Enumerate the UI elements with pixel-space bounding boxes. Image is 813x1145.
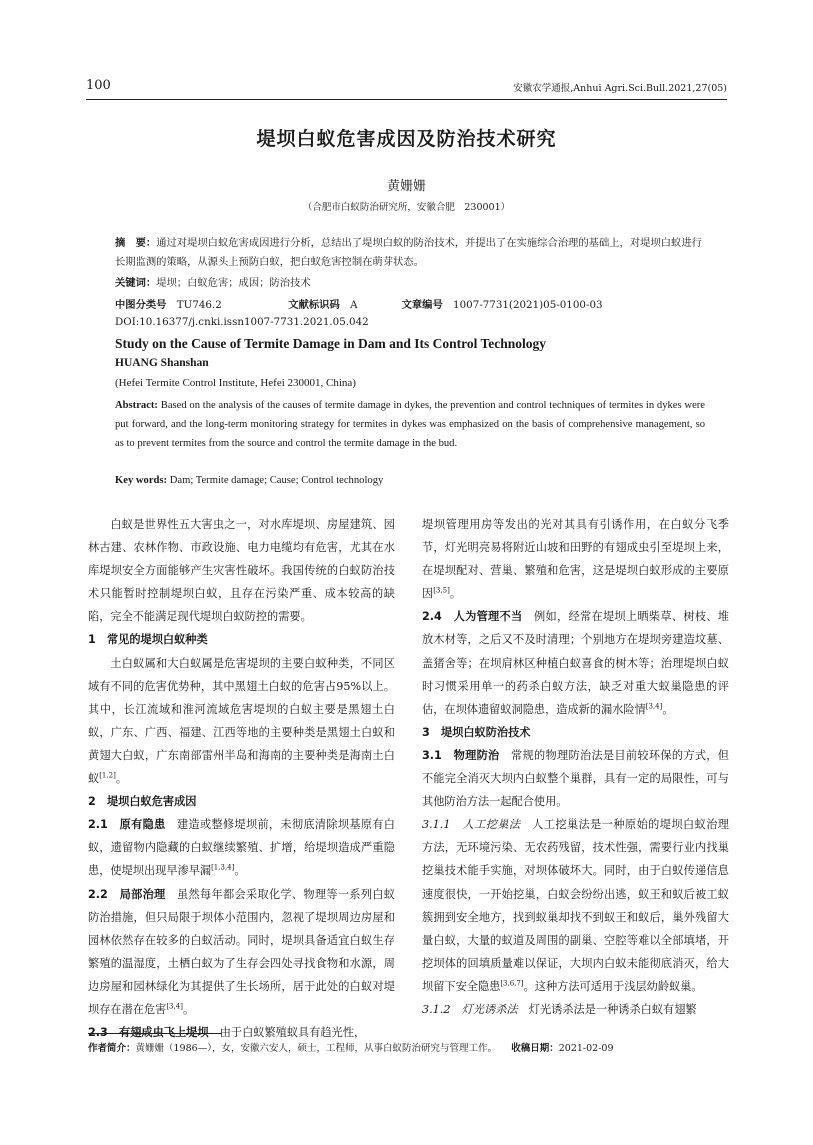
section-3-1-2-label: 3.1.2 灯光诱杀法 [422, 1002, 518, 1016]
english-affiliation: (Hefei Termite Control Institute, Hefei 230001, China) [115, 377, 356, 389]
section-2-1-label: 2.1 原有隐患 [88, 818, 166, 832]
english-abstract-label: Abstract: [115, 400, 158, 411]
section-2-2-paragraph: 2.2 局部治理 虽然每年都会采取化学、物理等一系列白蚁防治措施，但只局限于坝体小范围内，忽视了堤坝周边房屋和园林依然存在较多的白蚁活动。同时，堤坝具备适宜白蚁生存繁殖的温湿度，土栖白蚁为了生存会四处寻找食物和水源，周边房屋和园林绿化为其提供了生长场所，居于此处的白蚁对堤坝存在潜在危害[3,4]。 [88, 887, 395, 1016]
doc-code-value: A [350, 299, 358, 311]
journal-citation: 安徽农学通报,Anhui Agri.Sci.Bull.2021,27(05) [513, 83, 727, 94]
english-keywords-text: Dam; Termite damage; Cause; Control technology [169, 475, 384, 486]
section-2-4-paragraph: 2.4 人为管理不当 例如，经常在堤坝上晒柴草、树枝、堆放木材等，之后又不及时清理；个别地方在堤坝旁建造坟墓、盖猪舍等；在坝肩林区种植白蚁喜食的树木等；治理堤坝白蚁时习惯采用单一的药杀白蚁方法，缺乏对重大蚁巢隐患的评估，在坝体遗留蚁洞隐患，造成新的漏水险情[3,4]。 [422, 610, 729, 716]
abstract-cn [115, 234, 705, 272]
english-keywords [115, 475, 705, 486]
section-2-3-paragraph-start: 2.3 有翅成虫飞上堤坝 由于白蚁繁殖蚁具有趋光性， [88, 1026, 366, 1040]
footnote-rule [88, 1033, 222, 1034]
clc-value: TU746.2 [176, 299, 222, 311]
section-2-3-label: 2.3 有翅成虫飞上堤坝 [88, 1026, 209, 1040]
section-2-heading: 2 堤坝白蚁危害成因 [88, 795, 197, 809]
citation: [1,3,4] [211, 863, 235, 872]
citation: [1,2] [99, 771, 116, 780]
page-number: 100 [86, 78, 111, 93]
header-rule [86, 99, 727, 100]
citation: [3,5] [433, 586, 450, 595]
paper-title: 堤坝白蚁危害成因及防治技术研究 [256, 128, 557, 150]
english-abstract-text: Based on the analysis of the causes of termite damage in dykes, the prevention and control techniques of termites in dykes were put forward, and the long-term monitoring strategy for termites in dykes was emphasized on the basis of comprehensive management, so as to prevent termites from the source and control the termite damage in the bud. [115, 400, 705, 449]
footnote-label: 作者简介： [88, 1043, 136, 1054]
section-3-1-1-paragraph: 3.1.1 人工挖巢法 人工挖巢法是一种原始的堤坝白蚁治理方法，无环境污染、无农药残留，技术性强，需要行业内找巢挖巢技术能手实施，对坝体破坏大。同时，由于白蚁传递信息速度很快，一开始挖巢，白蚁会纷纷出逃，蚁王和蚁后被工蚁簇拥到安全地方，找到蚁巢却找不到蚁王和蚁后，巢外残留大量白蚁，大量的蚁道及周围的副巢、空腔等难以全部填堵，开挖坝体的回填质量难以保证，大坝内白蚁未能彻底消灭，给大坝留下安全隐患[3,6,7]。这种方法可适用于浅层幼龄蚁巢。 [422, 818, 729, 993]
clc-label: 中图分类号 [115, 299, 167, 311]
running-header [86, 78, 727, 96]
citation: [3,4] [645, 702, 663, 711]
section-3-1-1-label: 3.1.1 人工挖巢法 [422, 818, 521, 832]
english-keywords-label: Key words: [115, 475, 168, 486]
citation: [3,6,7] [500, 979, 524, 988]
author-name: 黄姗姗 [386, 179, 426, 194]
classification-line [115, 296, 715, 311]
article-no-label: 文章编号 [401, 299, 443, 311]
keywords-cn-text: 堤坝；白蚁危害；成因；防治技术 [156, 277, 311, 289]
abstract-cn-label: 摘 要： [115, 237, 157, 249]
doi: DOI:10.16377/j.cnki.issn1007-7731.2021.05.042 [115, 316, 369, 328]
received-date: 2021-02-09 [558, 1043, 614, 1054]
english-abstract [115, 396, 705, 453]
section-3-1-label: 3.1 物理防治 [422, 748, 500, 762]
section-2-3-paragraph-cont: 堤坝管理用房等发出的光对其具有引诱作用，在白蚁分飞季节，灯光明亮易将附近山坡和田野的有翅成虫引至堤坝上来，在堤坝配对、营巢、繁殖和危害，这是堤坝白蚁形成的主要原因[3,5]。 [422, 518, 729, 601]
author-footnote [88, 1040, 728, 1054]
body-column-right [422, 513, 729, 1021]
section-3-heading: 3 堤坝白蚁防治技术 [422, 725, 531, 739]
abstract-cn-text: 通过对堤坝白蚁危害成因进行分析，总结出了堤坝白蚁的防治技术，并提出了在实施综合治理的基础上，对堤坝白蚁进行长期监测的策略，从源头上预防白蚁，把白蚁危害控制在萌芽状态。 [115, 237, 702, 268]
section-3-1-paragraph: 3.1 物理防治 常规的物理防治法是目前较环保的方式，但不能完全消灭大坝内白蚁整个巢群，具有一定的局限性，可与其他防治方法一起配合使用。 [422, 748, 729, 809]
body-column-left [88, 513, 395, 1044]
section-2-4-label: 2.4 人为管理不当 [422, 610, 523, 624]
citation: [3,4] [166, 1002, 183, 1011]
author-affiliation: （合肥市白蚁防治研究所，安徽合肥 230001） [302, 202, 511, 213]
section-1-heading: 1 常见的堤坝白蚁种类 [88, 633, 208, 647]
english-title: Study on the Cause of Termite Damage in Dam and Its Control Technology [115, 336, 547, 351]
section-2-2-label: 2.2 局部治理 [88, 887, 166, 901]
keywords-cn-label: 关键词： [115, 277, 157, 289]
doc-code-label: 文献标识码 [288, 299, 340, 311]
english-author: HUANG Shanshan [115, 357, 209, 369]
received-date-label: 收稿日期： [511, 1043, 559, 1054]
section-2-1-paragraph: 2.1 原有隐患 建造或整修堤坝前，未彻底清除坝基原有白蚁，遗留物内隐藏的白蚁继续繁殖、扩增，给堤坝造成严重隐患，使堤坝出现早渗早漏[1,3,4]。 [88, 818, 395, 878]
article-no-value: 1007-7731(2021)05-0100-03 [453, 299, 603, 311]
keywords-cn [115, 274, 705, 293]
section-3-1-2-paragraph: 3.1.2 灯光诱杀法 灯光诱杀法是一种诱杀白蚁有翅繁 [422, 1002, 697, 1016]
footnote-text: 黄姗姗（1986—），女，安徽六安人，硕士，工程师，从事白蚁防治研究与管理工作。 [135, 1043, 493, 1054]
section-1-paragraph: 土白蚁属和大白蚁属是危害堤坝的主要白蚁种类，不同区域有不同的危害优势种，其中黑翅土白蚁的危害占95%以上。其中，长江流域和淮河流域危害堤坝的白蚁主要是黑翅土白蚁，广东、广西、福建、江西等地的主要种类是黑翅土白蚁和黄翅大白蚁，广东南部雷州半岛和海南的主要种类是海南土白蚁[1,2]。 [88, 656, 395, 786]
intro-paragraph: 白蚁是世界性五大害虫之一，对水库堤坝、房屋建筑、园林古建、农林作物、市政设施、电力电缆均有危害，尤其在水库堤坝安全方面能够产生灾害性破坏。我国传统的白蚁防治技术只能暂时控制堤坝白蚁，且存在污染严重、成本较高的缺陷，完全不能满足现代堤坝白蚁防控的需要。 [88, 518, 395, 624]
